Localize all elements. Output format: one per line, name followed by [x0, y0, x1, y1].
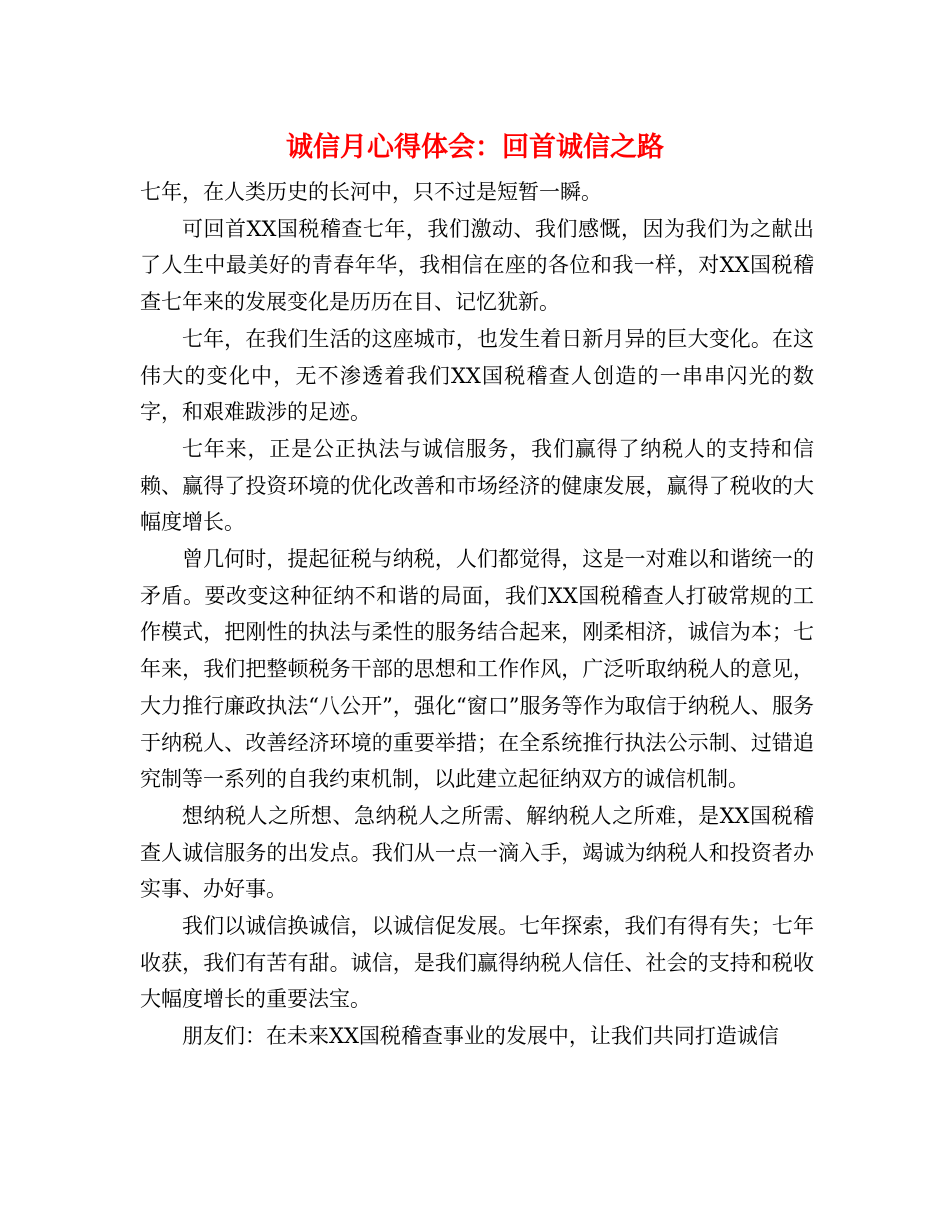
document-body: [140, 174, 814, 1055]
paragraph-7: 我们以诚信换诚信，以诚信促发展。七年探索，我们有得有失；七年收获，我们有苦有甜。诚信，是我们赢得纳税人信任、社会的支持和税收大幅度增长的重要法宝。: [140, 914, 814, 1012]
document-title: 诚信月心得体会：回首诚信之路: [286, 132, 664, 163]
paragraph-3: 七年，在我们生活的这座城市，也发生着日新月异的巨大变化。在这伟大的变化中，无不渗透着我们XX国税稽查人创造的一串串闪光的数字，和艰难跋涉的足迹。: [140, 326, 814, 425]
paragraph-1: 七年，在人类历史的长河中，只不过是短暂一瞬。: [140, 180, 602, 204]
paragraph-6: 想纳税人之所想、急纳税人之所需、解纳税人之所难，是XX国税稽查人诚信服务的出发点。我们从一点一滴入手，竭诚为纳税人和投资者办实事、办好事。: [140, 803, 814, 902]
paragraph-2: 可回首XX国税稽查七年，我们激动、我们感慨，因为我们为之献出了人生中最美好的青春年华，我相信在座的各位和我一样，对XX国税稽查七年来的发展变化是历历在目、记忆犹新。: [140, 216, 814, 315]
paragraph-5: 曾几何时，提起征税与纳税，人们都觉得，这是一对难以和谐统一的矛盾。要改变这种征纳不和谐的局面，我们XX国税稽查人打破常规的工作模式，把刚性的执法与柔性的服务结合起来，刚柔相济，诚信为本；七年来，我们把整顿税务干部的思想和工作作风，广泛听取纳税人的意见，大力推行廉政执法“八公开”，强化“窗口”服务等作为取信于纳税人、服务于纳税人、改善经济环境的重要举措；在全系统推行执法公示制、过错追究制等一系列的自我约束机制，以此建立起征纳双方的诚信机制。: [140, 547, 814, 792]
paragraph-4: 七年来，正是公正执法与诚信服务，我们赢得了纳税人的支持和信赖、赢得了投资环境的优化改善和市场经济的健康发展，赢得了税收的大幅度增长。: [140, 436, 814, 535]
paragraph-8: 朋友们：在未来XX国税稽查事业的发展中，让我们共同打造诚信: [182, 1024, 779, 1049]
